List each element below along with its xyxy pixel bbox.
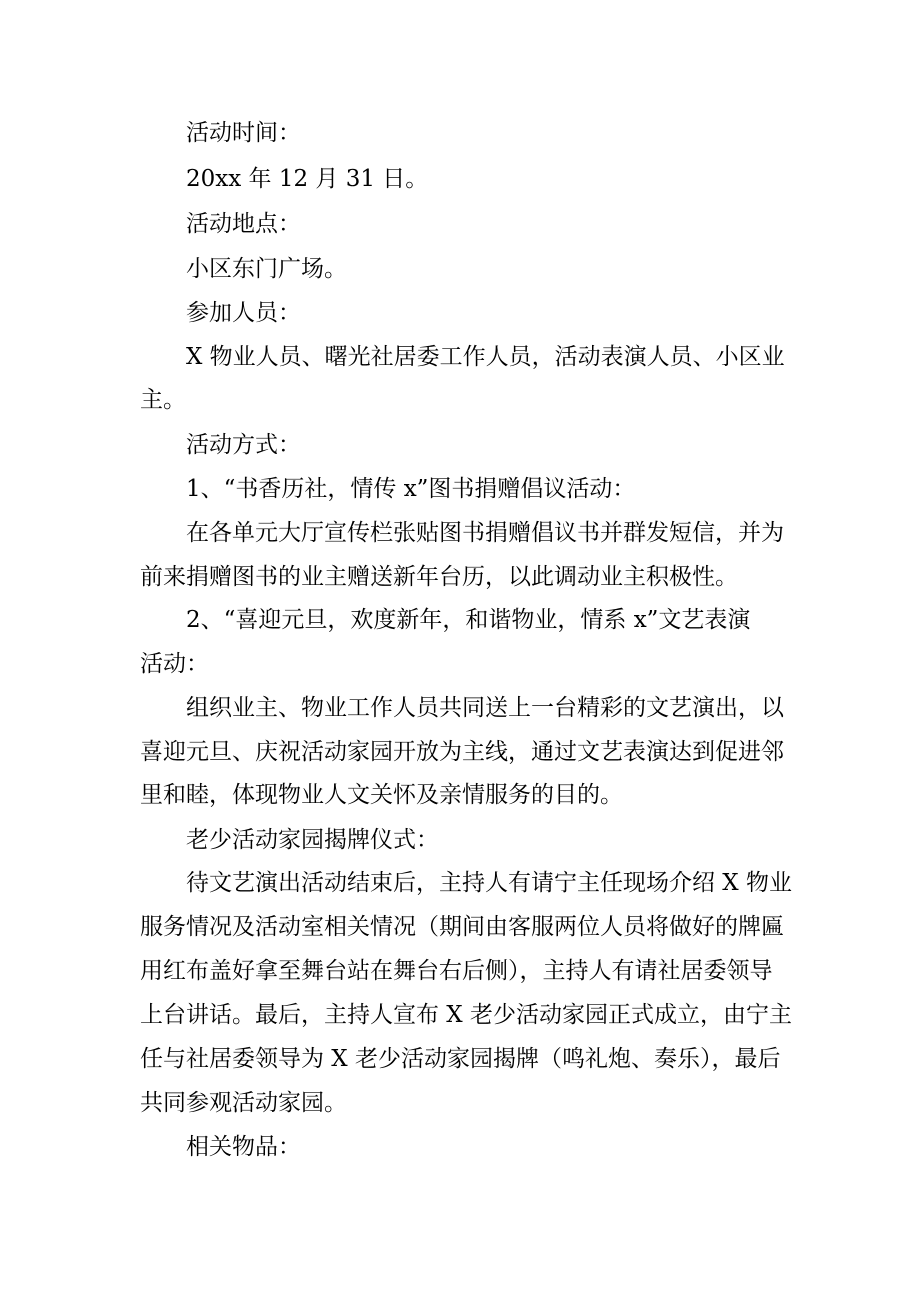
participants-line-1: X 物业人员、曙光社居委工作人员，活动表演人员、小区业 bbox=[186, 344, 785, 370]
item-1-title: 1、“书香历社，情传 x”图书捐赠倡议活动： bbox=[186, 476, 636, 502]
participants-line-2: 主。 bbox=[140, 387, 186, 413]
ceremony-line-1: 待文艺演出活动结束后，主持人有请宁主任现场介绍 X 物业 bbox=[186, 870, 792, 896]
activity-location: 小区东门广场。 bbox=[186, 256, 347, 282]
item-2-line-1: 组织业主、物业工作人员共同送上一台精彩的文艺演出，以 bbox=[186, 695, 784, 721]
heading-activity-format: 活动方式： bbox=[186, 432, 301, 458]
heading-related-items: 相关物品： bbox=[186, 1134, 301, 1160]
item-2-title-line-1: 2、“喜迎元旦，欢度新年，和谐物业，情系 x”文艺表演 bbox=[186, 607, 751, 633]
ceremony-line-5: 任与社居委领导为 X 老少活动家园揭牌（鸣礼炮、奏乐），最后 bbox=[140, 1046, 781, 1072]
heading-activity-time: 活动时间： bbox=[186, 120, 301, 146]
heading-participants: 参加人员： bbox=[186, 300, 301, 326]
activity-date: 20xx 年 12 月 31 日。 bbox=[186, 166, 429, 192]
item-1-line-1: 在各单元大厅宣传栏张贴图书捐赠倡议书并群发短信，并为 bbox=[186, 520, 784, 546]
heading-unveiling-ceremony: 老少活动家园揭牌仪式： bbox=[186, 827, 439, 853]
ceremony-line-2: 服务情况及活动室相关情况（期间由客服两位人员将做好的牌匾 bbox=[140, 914, 784, 940]
item-1-line-2: 前来捐赠图书的业主赠送新年台历，以此调动业主积极性。 bbox=[140, 564, 738, 590]
ceremony-line-6: 共同参观活动家园。 bbox=[140, 1090, 347, 1116]
heading-activity-location: 活动地点： bbox=[186, 211, 301, 237]
item-2-title-line-2: 活动： bbox=[140, 651, 209, 677]
ceremony-line-4: 上台讲话。最后，主持人宣布 X 老少活动家园正式成立，由宁主 bbox=[140, 1002, 792, 1028]
item-2-line-3: 里和睦，体现物业人文关怀及亲情服务的目的。 bbox=[140, 782, 623, 808]
ceremony-line-3: 用红布盖好拿至舞台站在舞台右后侧），主持人有请社居委领导 bbox=[140, 958, 773, 984]
item-2-line-2: 喜迎元旦、庆祝活动家园开放为主线，通过文艺表演达到促进邻 bbox=[140, 739, 784, 765]
